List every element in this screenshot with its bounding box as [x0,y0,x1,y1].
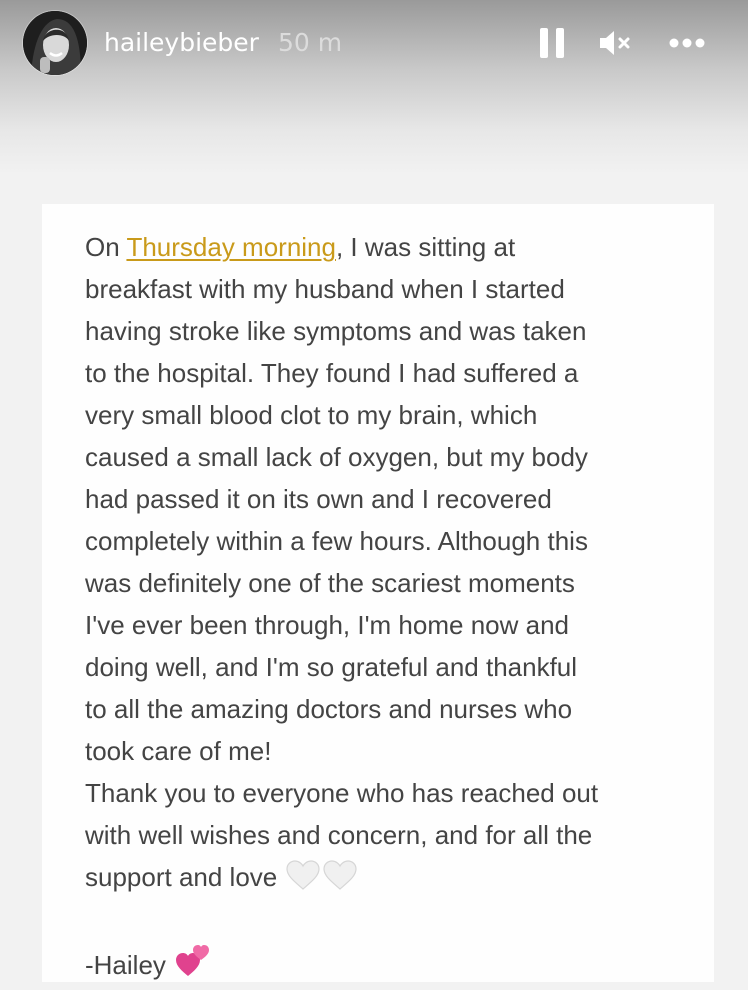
statement-line-last: support and love [85,856,705,902]
statement-line: took care of me! [85,736,272,766]
pause-button[interactable] [536,26,568,60]
mute-button[interactable] [597,27,633,59]
post-timestamp: 50 m [278,28,343,57]
statement-line: caused a small lack of oxygen, but my body [85,442,588,472]
volume-muted-icon [597,27,633,59]
statement-line: having stroke like symptoms and was taken [85,316,587,346]
statement-line: breakfast with my husband when I started [85,274,565,304]
white-heart-icon [285,860,357,902]
statement-line: very small blood clot to my brain, which [85,400,538,430]
statement-line: with well wishes and concern, and for all the [85,820,593,850]
statement-line: to all the amazing doctors and nurses who [85,694,573,724]
two-hearts-icon [174,944,210,990]
statement-line: Thank you to everyone who has reached out [85,778,599,808]
statement-line: doing well, and I'm so grateful and thankful [85,652,578,682]
more-options-icon [668,29,708,57]
avatar[interactable] [23,11,87,75]
more-options-button[interactable] [668,29,708,57]
statement-line: was definitely one of the scariest moments [85,568,575,598]
statement-line: On Thursday morning, I was sitting at [85,232,516,262]
avatar-photo [23,11,87,75]
date-link[interactable]: Thursday morning [126,232,336,262]
paragraph-gap [85,902,705,944]
statement-line: completely within a few hours. Although this [85,526,588,556]
statement-line: I've ever been through, I'm home now and [85,610,569,640]
statement-text [85,226,705,990]
username[interactable]: haileybieber [104,28,259,57]
statement-line: to the hospital. They found I had suffered a [85,358,579,388]
signature: -Hailey [85,944,705,990]
note-card [42,204,714,982]
statement-line: had passed it on its own and I recovered [85,484,552,514]
story-header [0,0,748,90]
